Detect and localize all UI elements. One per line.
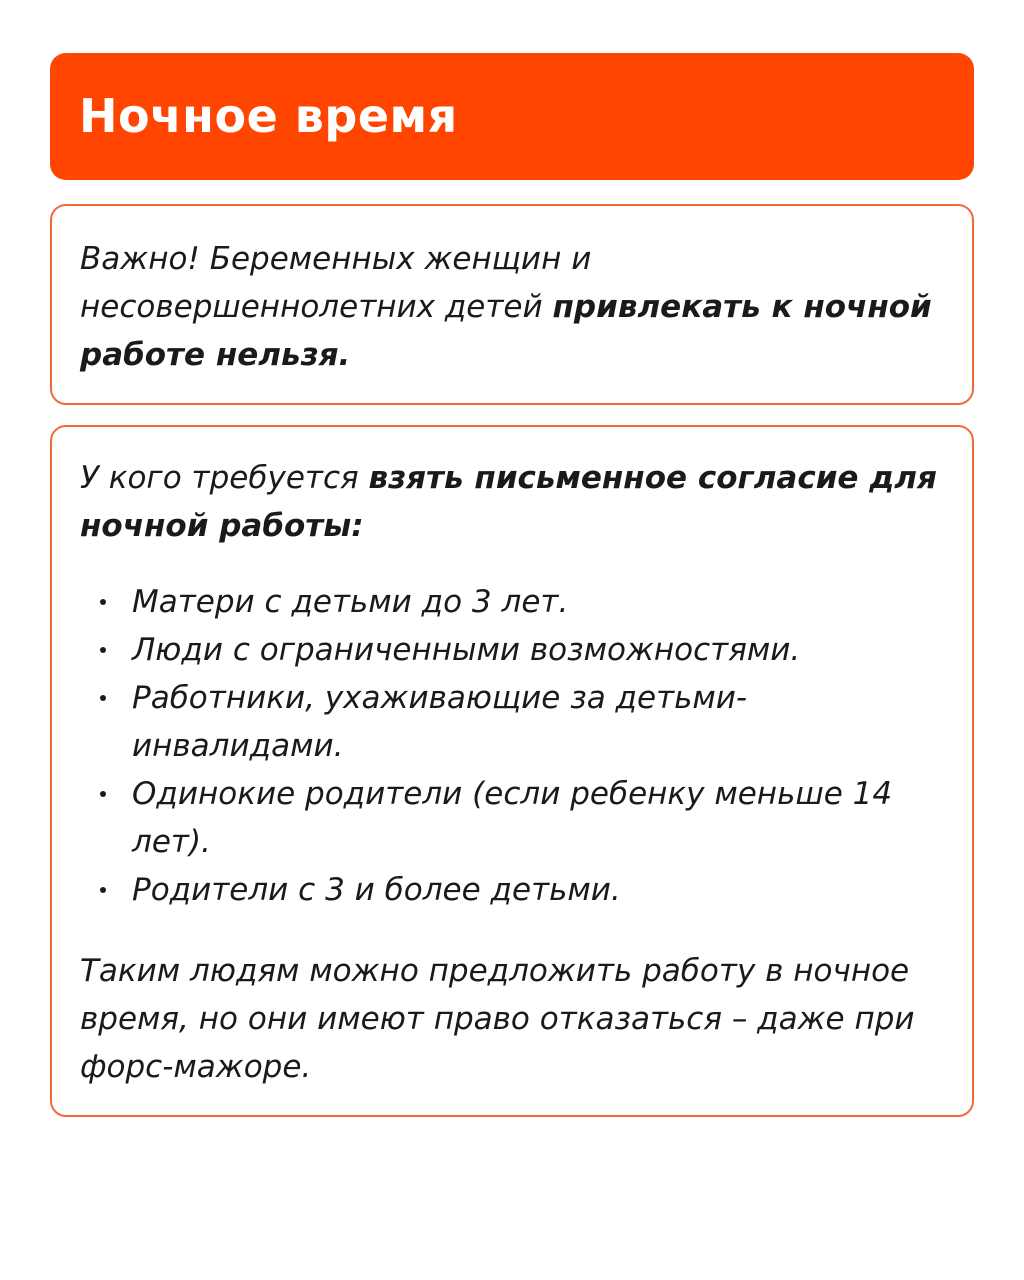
list-item-text: Матери с детьми до 3 лет.	[132, 584, 569, 620]
written-consent-card	[50, 425, 974, 1117]
list-item-text: Работники, ухаживающие за детьми-инвалидами.	[132, 680, 748, 764]
important-notice-emphasis: привлекать к ночной работе нельзя.	[80, 289, 932, 373]
list-item	[80, 626, 940, 674]
bullet-dot-icon	[100, 647, 106, 653]
consent-intro-emphasis: взять письменное согласие для ночной работы:	[80, 460, 937, 544]
list-item-text: Родители с 3 и более детьми.	[132, 872, 621, 908]
bullet-dot-icon	[100, 887, 106, 893]
bullet-dot-icon	[100, 791, 106, 797]
important-notice-text	[80, 235, 940, 379]
bullet-dot-icon	[100, 599, 106, 605]
consent-intro-text	[80, 454, 950, 550]
list-item-text: Люди с ограниченными возможностями.	[132, 632, 801, 668]
consent-intro-lead: У кого требуется	[80, 460, 369, 496]
important-notice-card	[50, 204, 974, 405]
list-item	[80, 578, 940, 626]
list-item	[80, 866, 940, 914]
list-item	[80, 674, 940, 770]
consent-list	[80, 578, 940, 914]
list-item-text: Одинокие родители (если ребенку меньше 14 лет).	[132, 776, 893, 860]
important-notice-lead: Важно! Беременных женщин и несовершеннолетних детей	[80, 241, 592, 325]
page-title: Ночное время	[79, 89, 458, 143]
list-item	[80, 770, 940, 866]
title-banner	[50, 53, 974, 180]
bullet-dot-icon	[100, 695, 106, 701]
consent-outro-text: Таким людям можно предложить работу в ночное время, но они имеют право отказаться – даже при форс-мажоре.	[80, 953, 915, 1085]
